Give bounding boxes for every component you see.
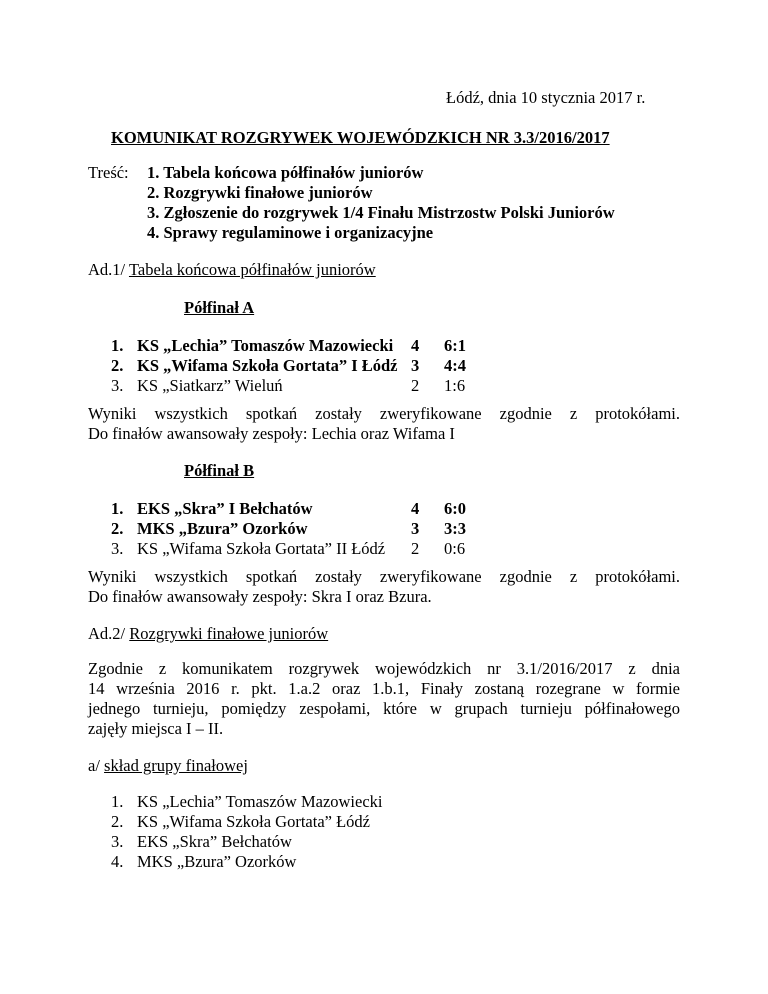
team-name: EKS „Skra” I Bełchatów <box>137 499 313 518</box>
team-name: KS „Wifama Szkoła Gortata” Łódź <box>137 812 370 831</box>
row-number: 2. <box>111 356 124 375</box>
team-points: 4 <box>411 336 420 355</box>
team-name: KS „Wifama Szkoła Gortata” II Łódź <box>137 539 386 558</box>
ad2-prefix: Ad.2/ <box>88 624 126 643</box>
team-sets: 1:6 <box>444 376 466 395</box>
group-b-title: Półfinał B <box>184 461 255 480</box>
team-sets: 0:6 <box>444 539 466 558</box>
contents-label: Treść: <box>88 163 129 182</box>
team-points: 4 <box>411 499 420 518</box>
ad2-paragraph-line: 14 września 2016 r. pkt. 1.a.2 oraz 1.b.1, Finały zostaną rozegrane w formie <box>88 679 680 698</box>
ad2-paragraph-line: jednego turnieju, pomiędzy zespołami, które w grupach turnieju półfinałowego <box>88 699 680 718</box>
team-sets: 6:1 <box>444 336 466 355</box>
ad2-paragraph-line: Zgodnie z komunikatem rozgrywek wojewódzkich nr 3.1/2016/2017 z dnia <box>88 659 680 678</box>
group-b-verification-note: Wyniki wszystkich spotkań zostały zweryfikowane zgodnie z protokółami. <box>88 567 680 586</box>
row-number: 3. <box>111 539 124 558</box>
team-sets: 3:3 <box>444 519 466 538</box>
row-number: 2. <box>111 519 124 538</box>
team-points: 2 <box>411 539 420 558</box>
team-sets: 4:4 <box>444 356 466 375</box>
ad2-paragraph-line: zajęły miejsca I – II. <box>88 719 224 738</box>
item-number: 2. <box>111 812 124 831</box>
team-name: MKS „Bzura” Ozorków <box>137 852 297 871</box>
final-group-heading <box>88 756 248 776</box>
team-name: KS „Siatkarz” Wieluń <box>137 376 283 395</box>
row-number: 1. <box>111 499 124 518</box>
team-name: KS „Lechia” Tomaszów Mazowiecki <box>137 792 383 811</box>
final-group-title: skład grupy finałowej <box>104 756 248 775</box>
contents-item-2: 2. Rozgrywki finałowe juniorów <box>147 183 373 202</box>
ad2-heading <box>88 624 328 644</box>
final-group-prefix: a/ <box>88 756 100 775</box>
ad1-heading <box>88 260 376 280</box>
group-a-verification-note: Wyniki wszystkich spotkań zostały zweryfikowane zgodnie z protokółami. <box>88 404 680 423</box>
team-name: EKS „Skra” Bełchatów <box>137 832 292 851</box>
group-a-title: Półfinał A <box>184 298 255 317</box>
row-number: 1. <box>111 336 124 355</box>
item-number: 1. <box>111 792 124 811</box>
team-sets: 6:0 <box>444 499 466 518</box>
team-name: MKS „Bzura” Ozorków <box>137 519 308 538</box>
document-date: Łódź, dnia 10 stycznia 2017 r. <box>446 88 646 107</box>
team-points: 3 <box>411 519 420 538</box>
team-points: 2 <box>411 376 420 395</box>
team-points: 3 <box>411 356 420 375</box>
contents-item-3: 3. Zgłoszenie do rozgrywek 1/4 Finału Mistrzostw Polski Juniorów <box>147 203 615 222</box>
team-name: KS „Wifama Szkoła Gortata” I Łódź <box>137 356 398 375</box>
row-number: 3. <box>111 376 124 395</box>
ad1-title: Tabela końcowa półfinałów juniorów <box>128 260 376 279</box>
item-number: 4. <box>111 852 124 871</box>
group-a-advance-note: Do finałów awansowały zespoły: Lechia oraz Wifama I <box>88 424 455 443</box>
team-name: KS „Lechia” Tomaszów Mazowiecki <box>137 336 394 355</box>
contents-item-4: 4. Sprawy regulaminowe i organizacyjne <box>147 223 434 242</box>
item-number: 3. <box>111 832 124 851</box>
ad2-title: Rozgrywki finałowe juniorów <box>129 624 329 643</box>
ad1-prefix: Ad.1/ <box>88 260 126 279</box>
group-b-advance-note: Do finałów awansowały zespoły: Skra I oraz Bzura. <box>88 587 432 606</box>
contents-item-1: 1. Tabela końcowa półfinałów juniorów <box>147 163 424 182</box>
document-title: KOMUNIKAT ROZGRYWEK WOJEWÓDZKICH NR 3.3/2016/2017 <box>111 128 610 147</box>
